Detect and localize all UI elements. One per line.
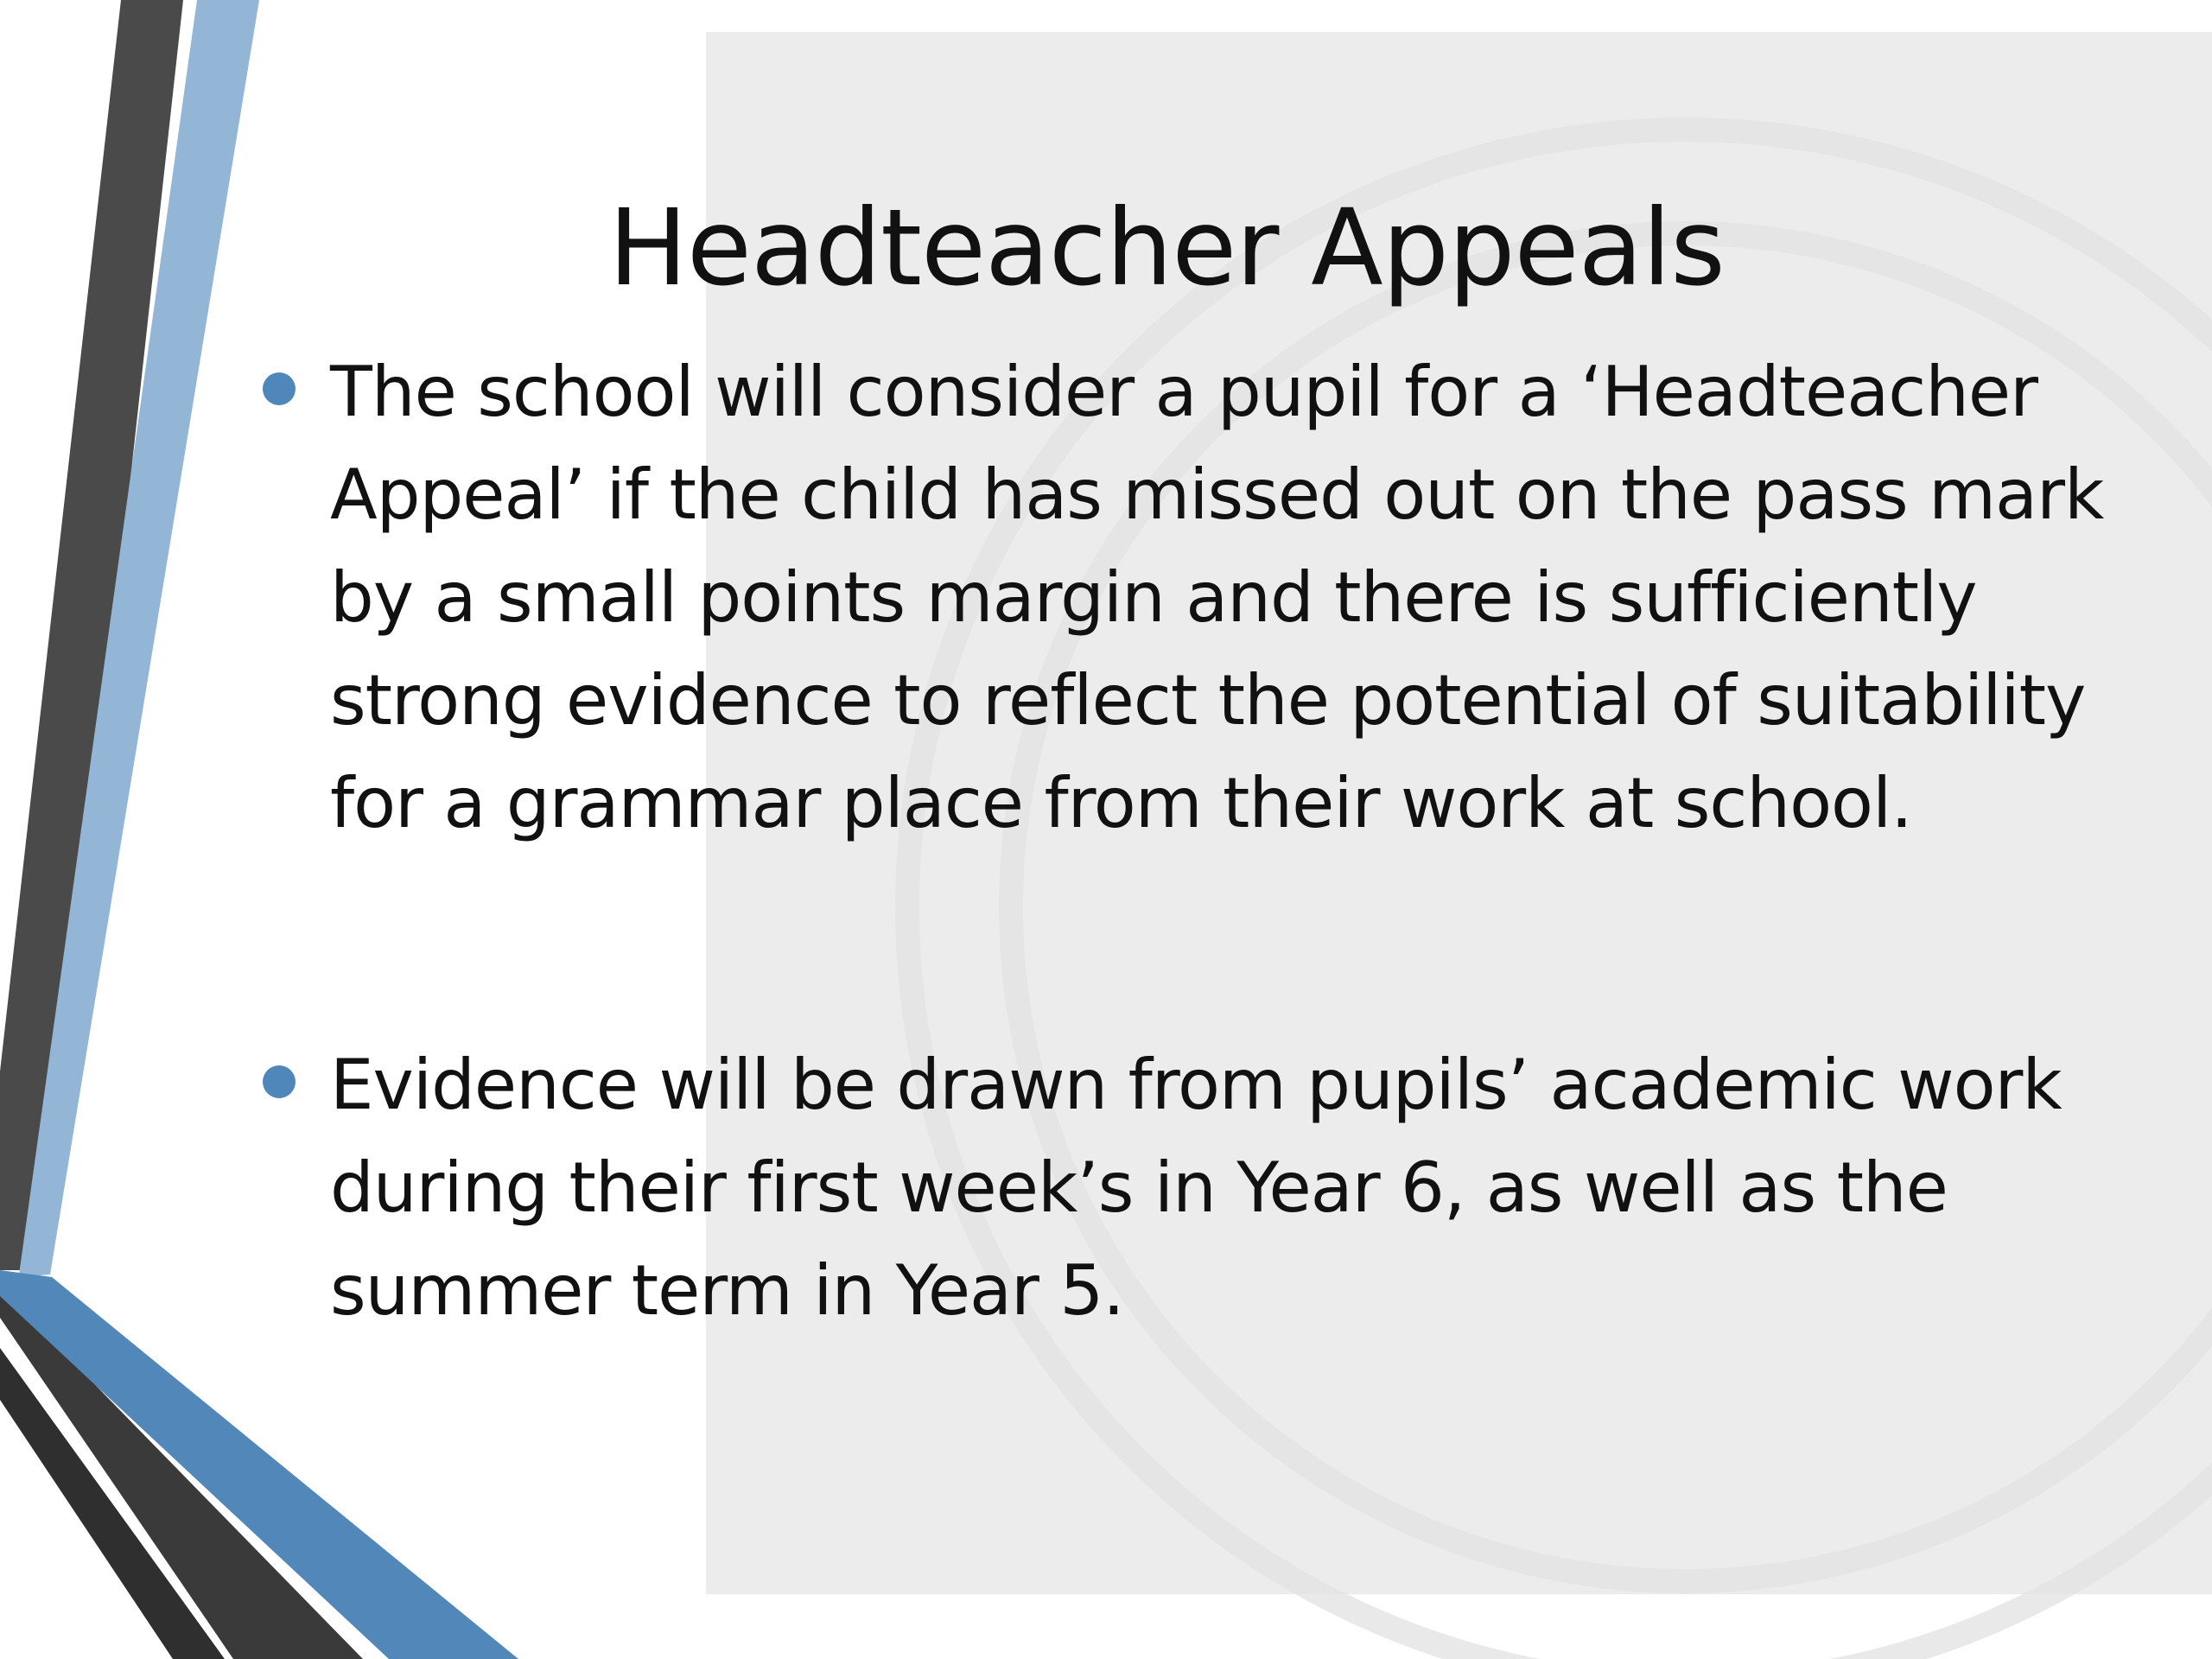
bullet-text: The school will consider a pupil for a ‘Headteacher Appeal’ if the child has missed out on the pass mark by a small points margin and there is sufficiently strong evidence to reflect the potential of suitability for a grammar place from their work at school. <box>330 352 2104 843</box>
bullet-text: Evidence will be drawn from pupils’ academic work during their first week’s in Year 6, as well as the summer term in Year 5. <box>330 1045 2062 1331</box>
bullet-item <box>259 340 2117 855</box>
bullet-item <box>259 1033 2117 1342</box>
bullet-icon <box>263 1065 296 1098</box>
bullet-icon <box>263 372 296 405</box>
slide-title: Headteacher Appeals <box>608 186 1725 309</box>
bullet-list <box>259 340 2117 1342</box>
